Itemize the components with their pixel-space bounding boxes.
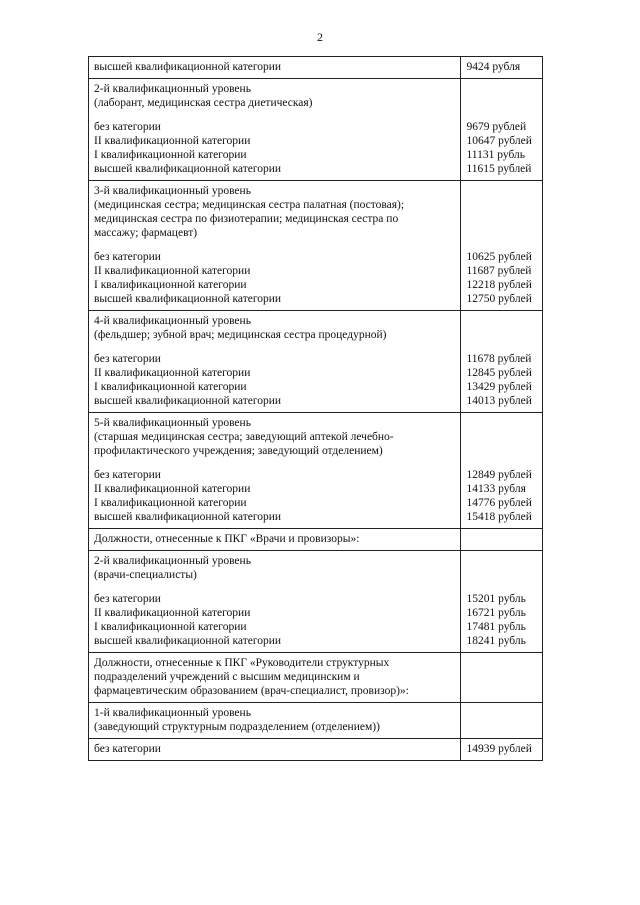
group-heading-detail: (заведующий структурным подразделением (отделением)) (94, 721, 380, 733)
position-description-cell (89, 79, 461, 181)
category-label: I квалификационной категории (94, 149, 247, 161)
page-number: 2 (317, 30, 323, 44)
table-row (89, 311, 543, 413)
salary-amount: 14133 рубля (466, 483, 526, 495)
salary-amount: 13429 рублей (466, 381, 532, 393)
category-label: без категории (94, 593, 161, 605)
spacer (466, 416, 537, 468)
category-label: без категории (94, 251, 161, 263)
group-heading: Должности, отнесенные к ПКГ «Руководители структурных (94, 657, 390, 669)
category-label: II квалификационной категории (94, 265, 251, 277)
category-label: I квалификационной категории (94, 621, 247, 633)
salary-amount-cell (461, 739, 543, 761)
category-label: без категории (94, 121, 161, 133)
salary-amount-cell (461, 311, 543, 413)
spacer (94, 110, 455, 120)
salary-amount: 12849 рублей (466, 469, 532, 481)
category-label: без категории (94, 353, 161, 365)
salary-amount-cell (461, 413, 543, 529)
salary-amount-cell (461, 653, 543, 703)
table-row (89, 57, 543, 79)
salary-amount: 11678 рублей (466, 353, 532, 365)
salary-amount: 11131 рубль (466, 149, 526, 161)
group-heading-detail: подразделений учреждений с высшим медицинским и (94, 671, 360, 683)
salary-amount-cell (461, 79, 543, 181)
group-heading-detail: (врачи-специалисты) (94, 569, 197, 581)
category-label: высшей квалификационной категории (94, 163, 282, 175)
spacer (466, 314, 537, 352)
group-heading-detail: медицинская сестра по физиотерапии; медицинская сестра по (94, 213, 399, 225)
salary-amount: 12845 рублей (466, 367, 532, 379)
salary-amount: 11615 рублей (466, 163, 532, 175)
salary-amount-cell (461, 57, 543, 79)
salary-amount-cell (461, 551, 543, 653)
salary-table-body (89, 57, 543, 761)
spacer (466, 82, 537, 120)
position-description-cell (89, 529, 461, 551)
salary-amount: 11687 рублей (466, 265, 532, 277)
position-description-cell (89, 739, 461, 761)
position-description-cell (89, 413, 461, 529)
spacer (94, 240, 455, 250)
salary-amount: 10625 рублей (466, 251, 532, 263)
salary-amount: 14013 рублей (466, 395, 532, 407)
category-label: высшей квалификационной категории (94, 635, 282, 647)
group-heading-detail: (лаборант, медицинская сестра диетическая) (94, 97, 313, 109)
table-row (89, 551, 543, 653)
position-description-cell (89, 311, 461, 413)
salary-amount: 12750 рублей (466, 293, 532, 305)
spacer (94, 458, 455, 468)
category-label: II квалификационной категории (94, 483, 251, 495)
position-description-cell (89, 57, 461, 79)
salary-amount: 14939 рублей (466, 743, 532, 755)
category-label: без категории (94, 469, 161, 481)
salary-amount: 18241 рубль (466, 635, 526, 647)
position-description-cell (89, 703, 461, 739)
category-label: высшей квалификационной категории (94, 61, 282, 73)
salary-table (88, 56, 543, 761)
table-row (89, 529, 543, 551)
category-label: II квалификационной категории (94, 135, 251, 147)
table-row (89, 79, 543, 181)
group-heading-detail: профилактического учреждения; заведующий отделением) (94, 445, 383, 457)
group-heading: 5-й квалификационный уровень (94, 417, 251, 429)
table-row (89, 703, 543, 739)
salary-amount: 9424 рубля (466, 61, 521, 73)
salary-amount: 14776 рублей (466, 497, 532, 509)
category-label: I квалификационной категории (94, 497, 247, 509)
salary-amount: 9679 рублей (466, 121, 527, 133)
group-heading: 3-й квалификационный уровень (94, 185, 251, 197)
group-heading-detail: (старшая медицинская сестра; заведующий аптекой лечебно- (94, 431, 394, 443)
salary-amount-cell (461, 529, 543, 551)
category-label: высшей квалификационной категории (94, 511, 282, 523)
category-label: I квалификационной категории (94, 279, 247, 291)
group-heading-detail: (медицинская сестра; медицинская сестра палатная (постовая); (94, 199, 405, 211)
salary-amount-cell (461, 703, 543, 739)
salary-amount: 16721 рубль (466, 607, 526, 619)
salary-amount: 15418 рублей (466, 511, 532, 523)
category-label: II квалификационной категории (94, 607, 251, 619)
category-label: без категории (94, 743, 161, 755)
spacer (94, 582, 455, 592)
table-row (89, 653, 543, 703)
position-description-cell (89, 551, 461, 653)
position-description-cell (89, 181, 461, 311)
salary-amount: 15201 рубль (466, 593, 526, 605)
salary-amount-cell (461, 181, 543, 311)
group-heading: 1-й квалификационный уровень (94, 707, 251, 719)
group-heading: Должности, отнесенные к ПКГ «Врачи и провизоры»: (94, 533, 360, 545)
category-label: высшей квалификационной категории (94, 293, 282, 305)
table-row (89, 739, 543, 761)
group-heading: 4-й квалификационный уровень (94, 315, 251, 327)
salary-amount: 12218 рублей (466, 279, 532, 291)
category-label: I квалификационной категории (94, 381, 247, 393)
group-heading: 2-й квалификационный уровень (94, 555, 251, 567)
salary-amount: 17481 рубль (466, 621, 526, 633)
group-heading-detail: (фельдшер; зубной врач; медицинская сестра процедурной) (94, 329, 387, 341)
position-description-cell (89, 653, 461, 703)
group-heading-detail: массажу; фармацевт) (94, 227, 198, 239)
table-row (89, 413, 543, 529)
spacer (466, 184, 537, 250)
group-heading: 2-й квалификационный уровень (94, 83, 251, 95)
group-heading-detail: фармацевтическим образованием (врач-специалист, провизор)»: (94, 685, 409, 697)
spacer (94, 342, 455, 352)
salary-amount: 10647 рублей (466, 135, 532, 147)
spacer (466, 554, 537, 592)
category-label: высшей квалификационной категории (94, 395, 282, 407)
table-row (89, 181, 543, 311)
category-label: II квалификационной категории (94, 367, 251, 379)
